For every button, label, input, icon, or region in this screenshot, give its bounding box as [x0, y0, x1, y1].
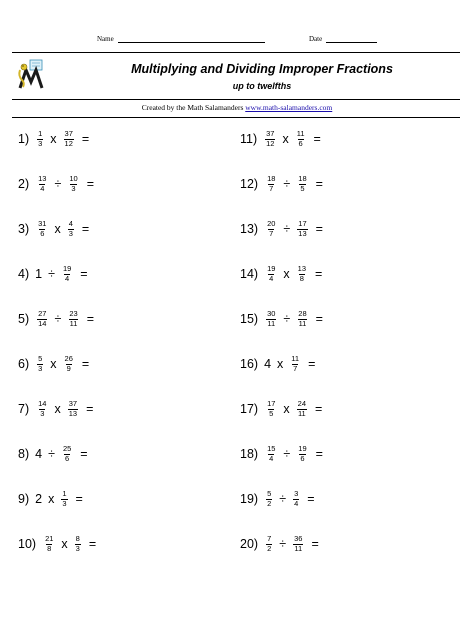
whole-number: 1 — [35, 267, 43, 281]
denominator: 4 — [294, 498, 299, 508]
left-operand — [264, 310, 278, 328]
fraction — [37, 400, 47, 418]
right-operand — [295, 175, 309, 193]
equals-sign: = — [88, 537, 97, 551]
operator: ÷ — [54, 312, 62, 326]
problem-12 — [240, 171, 323, 197]
problem-number: 11) — [240, 132, 258, 146]
operator: x — [61, 537, 68, 551]
problem-11 — [240, 126, 321, 152]
fraction — [266, 175, 276, 193]
denominator: 2 — [267, 498, 272, 508]
numerator: 13 — [297, 264, 307, 273]
fraction — [61, 490, 67, 508]
date-label: Date — [309, 35, 323, 43]
right-operand — [66, 220, 76, 238]
numerator: 19 — [62, 264, 72, 273]
left-operand — [35, 400, 49, 418]
problem-number: 6) — [18, 357, 30, 371]
numerator: 18 — [298, 174, 307, 183]
equals-sign: = — [311, 537, 319, 551]
fraction — [62, 445, 72, 463]
denominator: 11 — [267, 318, 276, 328]
denominator: 7 — [269, 228, 274, 238]
denominator: 6 — [298, 138, 303, 148]
numerator: 15 — [267, 444, 276, 453]
numerator: 18 — [267, 174, 276, 183]
problem-20 — [240, 531, 319, 557]
problem-number: 15) — [240, 312, 259, 326]
left-operand — [35, 447, 43, 461]
fraction — [266, 535, 272, 553]
math-salamanders-logo-icon — [16, 58, 50, 92]
numerator: 27 — [38, 309, 47, 318]
right-operand — [66, 175, 80, 193]
left-operand — [35, 220, 49, 238]
fraction — [297, 445, 307, 463]
denominator: 9 — [66, 363, 71, 373]
denominator: 11 — [297, 408, 306, 418]
right-operand — [60, 265, 74, 283]
denominator: 6 — [65, 453, 70, 463]
problem-number: 16) — [240, 357, 259, 371]
denominator: 3 — [38, 363, 43, 373]
middle-divider — [12, 99, 460, 100]
left-operand — [264, 445, 278, 463]
numerator: 19 — [298, 444, 307, 453]
left-operand — [264, 400, 278, 418]
denominator: 4 — [40, 183, 45, 193]
left-operand — [264, 535, 274, 553]
denominator: 5 — [300, 183, 305, 193]
numerator: 30 — [267, 309, 276, 318]
problem-1 — [18, 126, 89, 152]
right-operand — [62, 355, 76, 373]
equals-sign: = — [81, 132, 90, 146]
right-operand — [288, 355, 302, 373]
numerator: 8 — [75, 534, 80, 543]
numerator: 11 — [296, 129, 305, 138]
fraction — [37, 130, 43, 148]
equals-sign: = — [86, 402, 94, 416]
fraction — [44, 535, 54, 553]
numerator: 17 — [298, 219, 307, 228]
numerator: 36 — [294, 534, 303, 543]
fraction — [68, 310, 78, 328]
left-operand — [264, 265, 278, 283]
problem-9 — [18, 486, 83, 512]
right-operand — [295, 220, 309, 238]
right-operand — [291, 535, 305, 553]
left-operand — [263, 130, 277, 148]
fraction — [266, 310, 276, 328]
right-operand — [291, 490, 301, 508]
denominator: 11 — [294, 543, 303, 553]
denominator: 11 — [69, 318, 78, 328]
right-operand — [66, 310, 80, 328]
right-operand — [62, 130, 76, 148]
denominator: 12 — [64, 138, 73, 148]
operator: x — [48, 492, 55, 506]
numerator: 24 — [297, 399, 307, 408]
numerator: 23 — [69, 309, 78, 318]
fraction — [266, 265, 276, 283]
denominator: 3 — [75, 543, 80, 553]
fraction — [37, 310, 47, 328]
denominator: 4 — [65, 273, 70, 283]
denominator: 7 — [293, 363, 298, 373]
fraction — [297, 265, 307, 283]
numerator: 20 — [267, 219, 276, 228]
problem-7 — [18, 396, 93, 422]
problem-10 — [18, 531, 96, 557]
operator: x — [283, 267, 290, 281]
left-operand — [35, 492, 43, 506]
right-operand — [59, 490, 69, 508]
fraction — [290, 355, 300, 373]
denominator: 3 — [62, 498, 67, 508]
fraction — [64, 130, 74, 148]
left-operand — [35, 130, 45, 148]
denominator: 7 — [269, 183, 274, 193]
equals-sign: = — [81, 357, 90, 371]
denominator: 5 — [269, 408, 274, 418]
credit-line — [0, 103, 474, 112]
denominator: 3 — [68, 228, 73, 238]
credit-text: Created by the Math Salamanders — [141, 103, 244, 112]
fraction — [293, 535, 303, 553]
denominator: 11 — [298, 318, 307, 328]
numerator: 37 — [266, 129, 275, 138]
name-date-row — [0, 33, 474, 47]
numerator: 4 — [68, 219, 73, 228]
equals-sign: = — [308, 357, 316, 371]
operator: ÷ — [48, 267, 55, 281]
right-operand — [66, 400, 80, 418]
numerator: 26 — [64, 354, 73, 363]
problem-number: 3) — [18, 222, 30, 236]
problem-8 — [18, 441, 88, 467]
operator: x — [283, 402, 290, 416]
top-divider — [12, 52, 460, 53]
equals-sign: = — [75, 492, 83, 506]
problem-5 — [18, 306, 94, 332]
operator: x — [50, 357, 57, 371]
denominator: 3 — [71, 183, 76, 193]
equals-sign: = — [315, 267, 323, 281]
fraction — [68, 220, 74, 238]
denominator: 12 — [266, 138, 275, 148]
problem-number: 13) — [240, 222, 259, 236]
fraction — [75, 535, 81, 553]
numerator: 31 — [38, 219, 47, 228]
fraction — [37, 220, 47, 238]
whole-number: 2 — [35, 492, 43, 506]
numerator: 3 — [294, 489, 299, 498]
worksheet-subtitle: up to twelfths — [232, 81, 292, 91]
numerator: 25 — [62, 444, 72, 453]
operator: x — [277, 357, 284, 371]
problem-number: 12) — [240, 177, 259, 191]
operator: x — [50, 132, 57, 146]
left-operand — [42, 535, 56, 553]
fraction — [68, 400, 78, 418]
numerator: 21 — [45, 534, 54, 543]
denominator: 4 — [269, 453, 274, 463]
operator: ÷ — [279, 537, 287, 551]
equals-sign: = — [315, 447, 323, 461]
problem-number: 8) — [18, 447, 30, 461]
fraction — [297, 310, 307, 328]
problem-2 — [18, 171, 94, 197]
operator: ÷ — [283, 447, 291, 461]
fraction — [62, 265, 72, 283]
fraction — [297, 400, 307, 418]
equals-sign: = — [313, 132, 321, 146]
credit-link[interactable]: www.math-salamanders.com — [245, 103, 333, 112]
left-operand — [264, 175, 278, 193]
problem-19 — [240, 486, 315, 512]
operator: x — [54, 222, 61, 236]
fraction — [266, 220, 276, 238]
fraction — [37, 175, 47, 193]
fraction — [266, 445, 276, 463]
fraction — [293, 490, 299, 508]
equals-sign: = — [80, 267, 88, 281]
equals-sign: = — [81, 222, 90, 236]
denominator: 2 — [267, 543, 272, 553]
whole-number: 4 — [35, 447, 43, 461]
right-operand — [73, 535, 83, 553]
numerator: 1 — [62, 489, 67, 498]
problem-14 — [240, 261, 322, 287]
problem-number: 4) — [18, 267, 30, 281]
left-operand — [35, 355, 45, 373]
numerator: 19 — [267, 264, 276, 273]
problem-3 — [18, 216, 89, 242]
left-operand — [35, 267, 43, 281]
equals-sign: = — [315, 312, 323, 326]
problem-number: 19) — [240, 492, 259, 506]
equals-sign: = — [315, 222, 323, 236]
denominator: 3 — [38, 138, 43, 148]
problem-16 — [240, 351, 315, 377]
problem-6 — [18, 351, 89, 377]
left-operand — [35, 310, 49, 328]
bottom-divider — [12, 117, 460, 118]
operator: ÷ — [283, 312, 291, 326]
worksheet-title: Multiplying and Dividing Improper Fractions — [131, 62, 393, 76]
left-operand — [35, 175, 49, 193]
right-operand — [60, 445, 74, 463]
problem-number: 20) — [240, 537, 259, 551]
operator: ÷ — [48, 447, 55, 461]
denominator: 13 — [298, 228, 307, 238]
equals-sign: = — [307, 492, 315, 506]
denominator: 3 — [40, 408, 45, 418]
problem-number: 10) — [18, 537, 37, 551]
fraction — [297, 175, 307, 193]
whole-number: 4 — [264, 357, 272, 371]
problem-number: 1) — [18, 132, 30, 146]
equals-sign: = — [86, 312, 94, 326]
operator: x — [282, 132, 289, 146]
problem-4 — [18, 261, 88, 287]
fraction — [64, 355, 74, 373]
problem-number: 18) — [240, 447, 259, 461]
numerator: 1 — [38, 129, 43, 138]
left-operand — [264, 490, 274, 508]
fraction — [37, 355, 43, 373]
numerator: 5 — [38, 354, 43, 363]
operator: ÷ — [283, 222, 291, 236]
equals-sign: = — [80, 447, 88, 461]
problem-number: 7) — [18, 402, 30, 416]
name-label: Name — [97, 35, 114, 43]
fraction — [265, 130, 275, 148]
numerator: 37 — [68, 399, 78, 408]
name-field-line[interactable] — [118, 42, 265, 43]
numerator: 17 — [267, 399, 276, 408]
denominator: 14 — [38, 318, 47, 328]
denominator: 6 — [300, 453, 305, 463]
operator: x — [54, 402, 61, 416]
denominator: 8 — [47, 543, 52, 553]
operator: ÷ — [54, 177, 62, 191]
numerator: 37 — [64, 129, 73, 138]
numerator: 10 — [69, 174, 78, 183]
right-operand — [295, 445, 309, 463]
right-operand — [295, 310, 309, 328]
problem-13 — [240, 216, 323, 242]
fraction — [68, 175, 78, 193]
date-field-line[interactable] — [326, 42, 377, 43]
fraction — [297, 220, 307, 238]
fraction — [266, 400, 276, 418]
fraction — [266, 490, 272, 508]
equals-sign: = — [315, 177, 323, 191]
problem-number: 9) — [18, 492, 30, 506]
denominator: 6 — [40, 228, 45, 238]
left-operand — [264, 357, 272, 371]
numerator: 7 — [267, 534, 272, 543]
problem-number: 5) — [18, 312, 30, 326]
operator: ÷ — [279, 492, 287, 506]
denominator: 8 — [299, 273, 304, 283]
numerator: 11 — [291, 354, 300, 363]
equals-sign: = — [315, 402, 323, 416]
denominator: 13 — [68, 408, 78, 418]
left-operand — [264, 220, 278, 238]
numerator: 5 — [267, 489, 272, 498]
operator: ÷ — [283, 177, 291, 191]
problem-17 — [240, 396, 322, 422]
problem-number: 17) — [240, 402, 259, 416]
problem-18 — [240, 441, 323, 467]
numerator: 28 — [298, 309, 307, 318]
right-operand — [294, 130, 308, 148]
problem-15 — [240, 306, 323, 332]
right-operand — [295, 400, 309, 418]
equals-sign: = — [86, 177, 94, 191]
numerator: 13 — [38, 174, 47, 183]
denominator: 4 — [269, 273, 274, 283]
right-operand — [295, 265, 309, 283]
problem-number: 14) — [240, 267, 259, 281]
fraction — [296, 130, 306, 148]
problem-number: 2) — [18, 177, 30, 191]
numerator: 14 — [38, 399, 47, 408]
